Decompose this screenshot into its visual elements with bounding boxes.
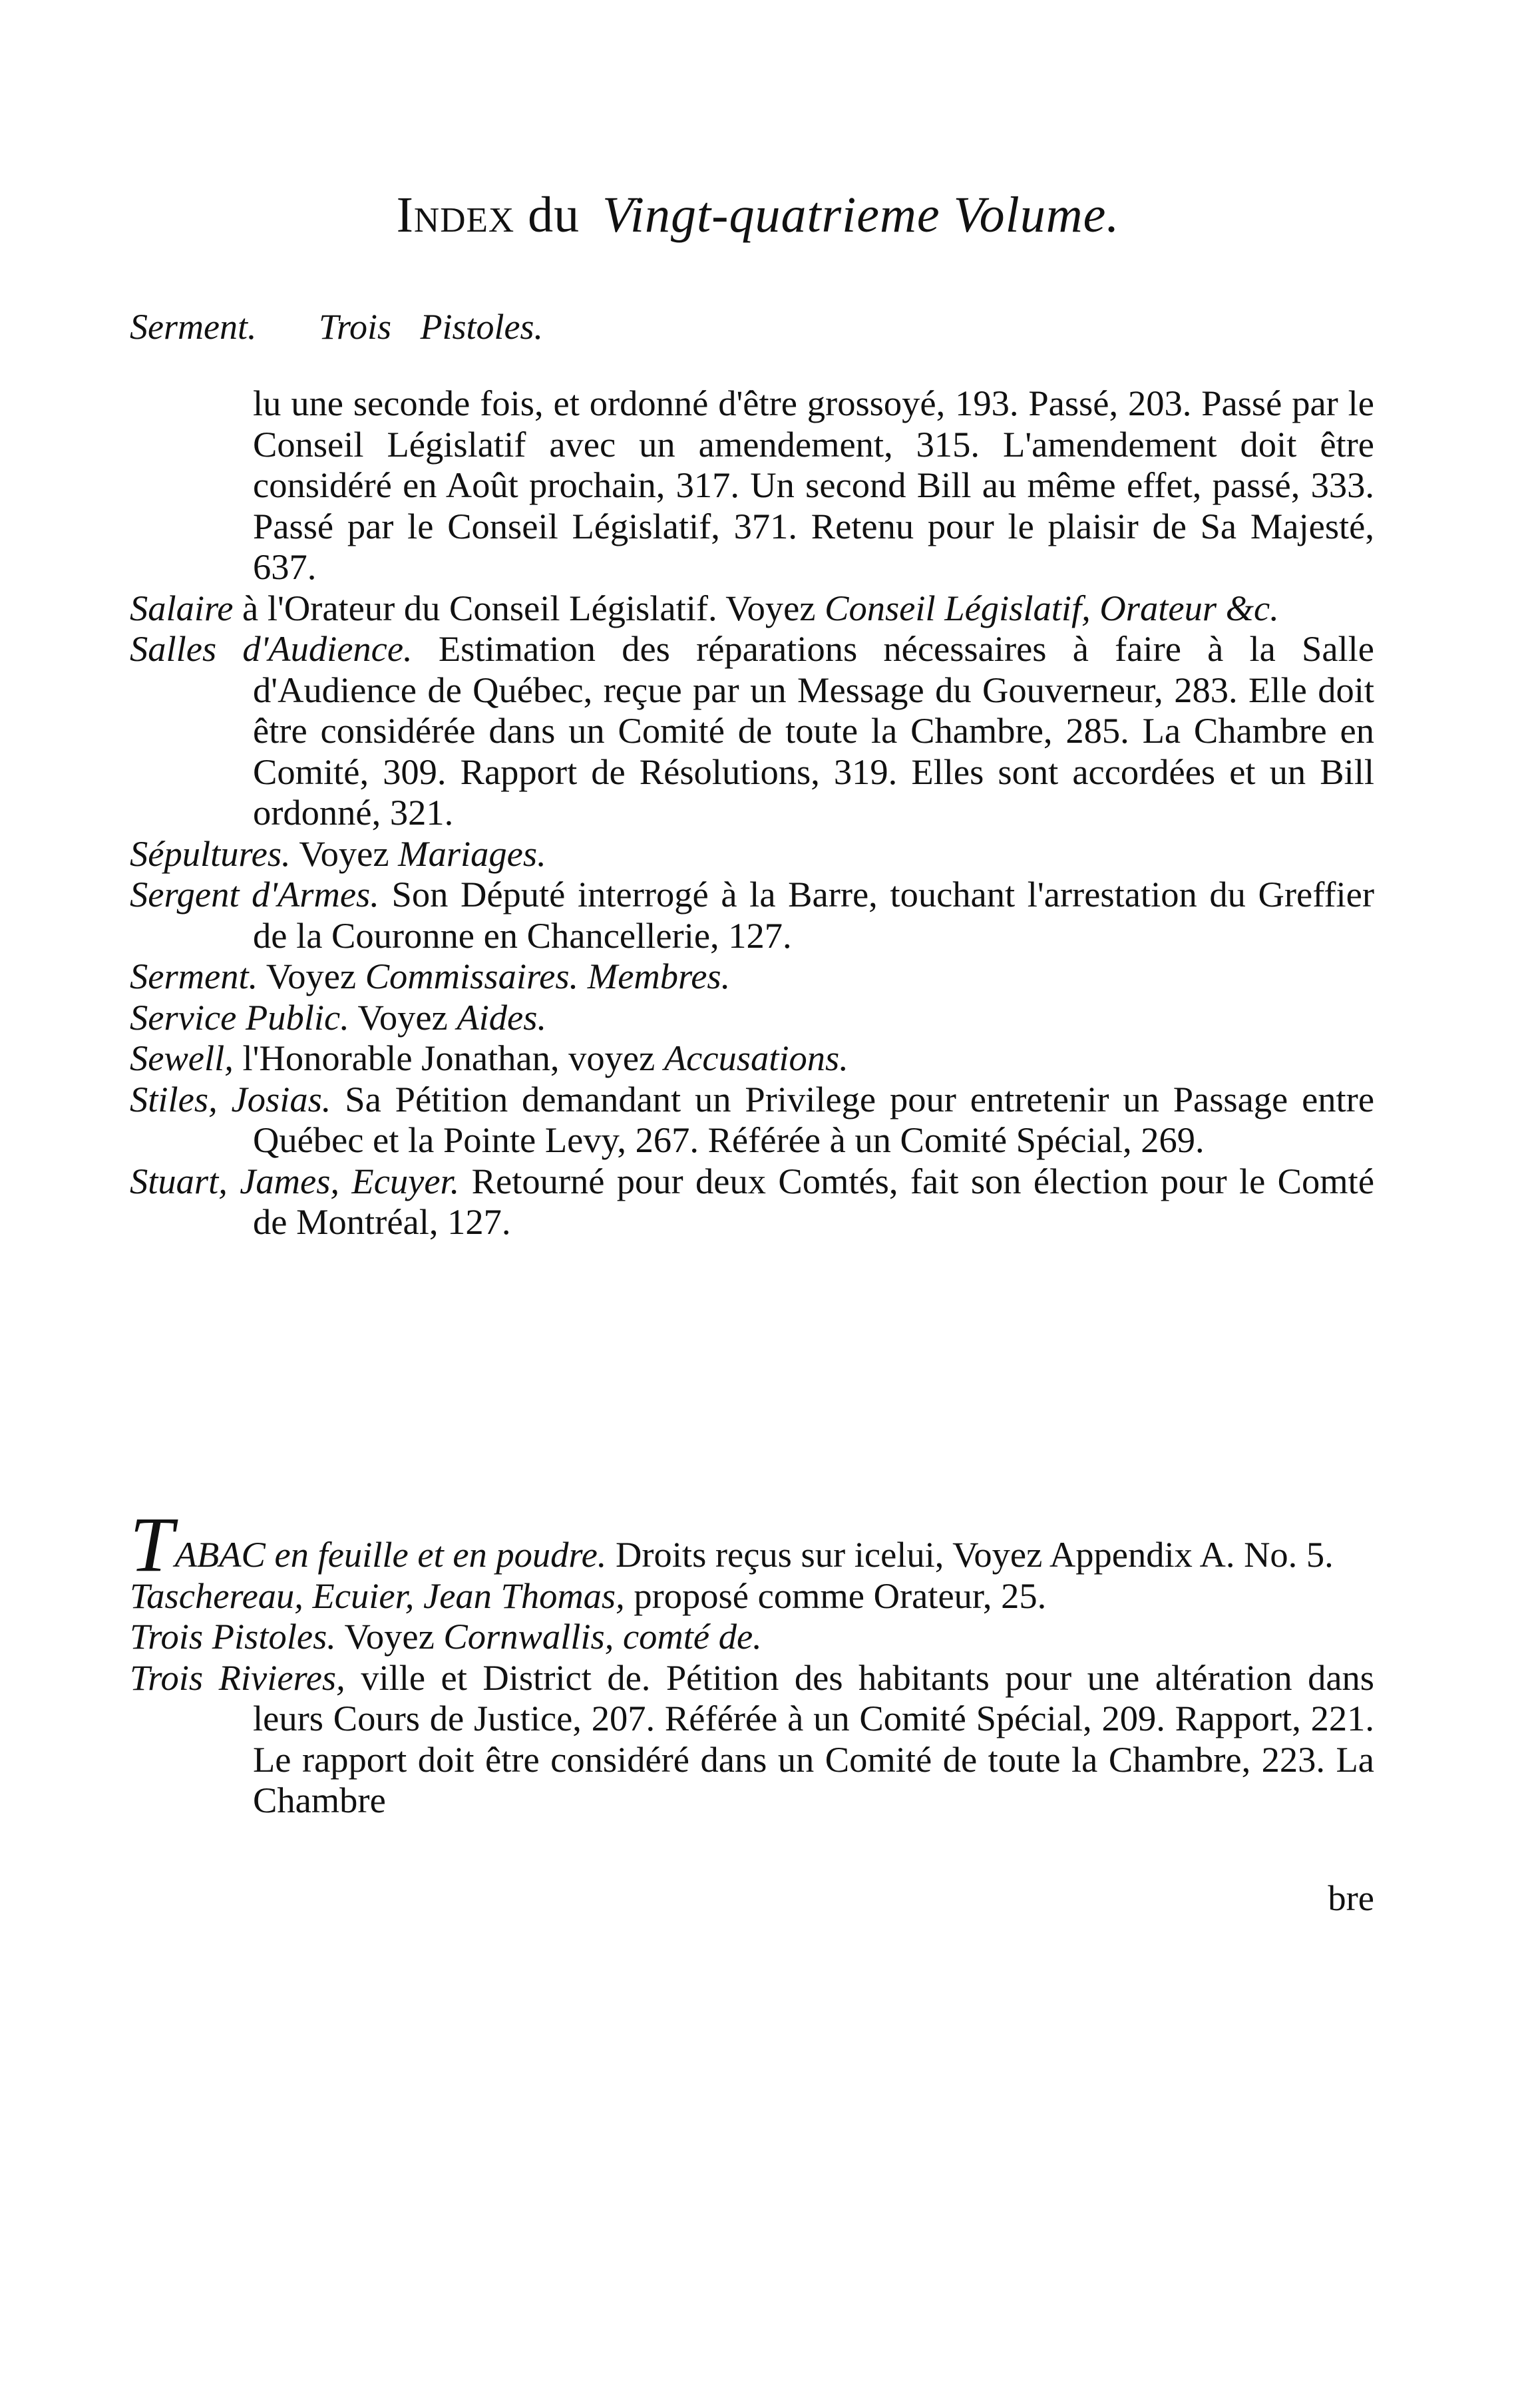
index-entry — [130, 628, 1374, 833]
entry-ref: Aides. — [457, 996, 547, 1038]
entry-text: Droits reçus sur icelui, Voyez Appendix A. No. 5. — [606, 1534, 1334, 1575]
continuation-entry: lu une seconde fois, et ordonné d'être grossoyé, 193. Passé, 203. Passé par le Conseil Législatif avec un amendement, 315. L'amendement doit être considéré en Août prochain, 317. Un second Bill au même effet, passé, 333. Passé par le Conseil Législatif, 371. Retenu pour le plaisir de Sa Majesté, 637. — [253, 383, 1374, 587]
section-head — [130, 306, 543, 347]
index-entry — [130, 997, 1374, 1038]
volume-title: Vingt-quatrieme Volume. — [602, 187, 1120, 243]
entry-ref: Cornwallis, comté de. — [443, 1616, 762, 1657]
index-entry — [130, 874, 1374, 956]
entry-head: Trois Pistoles. — [130, 1616, 336, 1657]
index-entry — [130, 1616, 1374, 1657]
entry-text: Retourné pour deux Comtés, fait son élection pour le Comté de Montréal, 127. — [253, 1160, 1375, 1242]
catchword: bre — [1328, 1878, 1374, 1918]
entry-head: Sergent d'Armes. — [130, 874, 379, 914]
entry-text: ville et District de. Pétition des habitants pour une altération dans leurs Cours de Justice, 207. Référée à un Comité Spécial, 209. Rapport, 221. Le rapport doit être considéré dans un Comité de toute la Chambre, 223. La Chambre — [253, 1657, 1374, 1820]
entry-text: l'Honorable Jonathan, voyez — [233, 1038, 664, 1078]
index-entry — [130, 588, 1374, 629]
entry-text: proposé comme Orateur, 25. — [624, 1575, 1047, 1616]
entry-text: à l'Orateur du Conseil Législatif. Voyez — [233, 587, 825, 628]
drop-cap: T — [130, 1501, 174, 1588]
index-entry — [130, 1575, 1374, 1617]
index-entry — [130, 1079, 1374, 1161]
entry-ref: Mariages. — [398, 833, 546, 874]
index-entries-bottom — [130, 1501, 1374, 1821]
index-entry — [130, 1657, 1374, 1821]
entry-text: Voyez — [290, 833, 399, 874]
entry-head: Serment. — [130, 956, 258, 996]
entry-head: Salaire — [130, 587, 234, 628]
index-word: Index — [396, 187, 515, 243]
entry-head: ABAC en feuille et en poudre. — [174, 1534, 607, 1575]
entry-ref: Commissaires. Membres. — [365, 956, 731, 996]
entry-head: Stiles, Josias. — [130, 1078, 331, 1119]
section-head-left: Serment. — [130, 307, 257, 347]
entry-head: Sépultures. — [130, 833, 291, 874]
running-head — [0, 186, 1516, 244]
entry-head: Service Public. — [130, 996, 349, 1038]
index-entry — [130, 1501, 1374, 1588]
section-head-right: Trois Pistoles. — [318, 307, 544, 347]
du-word: du — [528, 187, 580, 243]
entry-text: Voyez — [349, 996, 457, 1038]
entry-head: Sewell, — [130, 1038, 234, 1078]
entry-ref: Conseil Législatif, Orateur &c. — [825, 587, 1279, 628]
entry-text: Voyez — [335, 1616, 444, 1657]
entry-head: Trois Rivieres, — [130, 1657, 345, 1698]
index-entry — [130, 1161, 1374, 1243]
index-entries-top — [130, 383, 1374, 1243]
entry-head: Stuart, James, Ecuyer. — [130, 1160, 460, 1201]
entry-text: Voyez — [258, 956, 365, 996]
entry-ref: Accusations. — [663, 1038, 849, 1078]
entry-text: Son Député interrogé à la Barre, touchant l'arrestation du Greffier de la Couronne en Chancellerie, 127. — [253, 874, 1374, 956]
entry-text: Estimation des réparations nécessaires à faire à la Salle d'Audience de Québec, reçue par un Message du Gouverneur, 283. Elle doit être considérée dans un Comité de toute la Chambre, 285. La Chambre en Comité, 309. Rapport de Résolutions, 319. Elles sont accordées et un Bill ordonné, 321. — [253, 628, 1374, 833]
index-entry — [130, 956, 1374, 997]
entry-head: Taschereau, Ecuier, Jean Thomas, — [130, 1575, 625, 1616]
entry-text: Sa Pétition demandant un Privilege pour entretenir un Passage entre Québec et la Pointe Levy, 267. Référée à un Comité Spécial, 269. — [253, 1078, 1375, 1160]
index-entry — [130, 833, 1374, 875]
entry-head: Salles d'Audience. — [130, 628, 413, 669]
index-entry — [130, 1038, 1374, 1079]
